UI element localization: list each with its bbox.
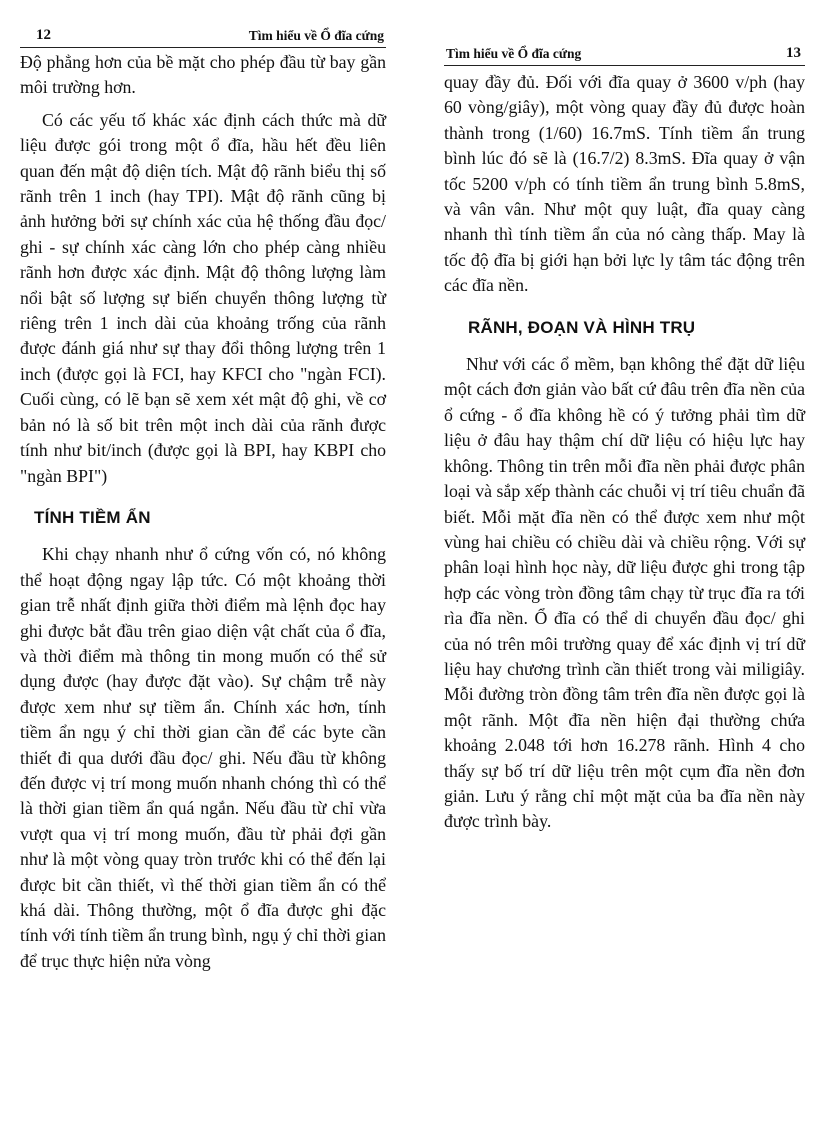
page-header [20, 20, 386, 48]
paragraph: Như với các ổ mềm, bạn không thể đặt dữ liệu một cách đơn giản vào bất cứ đâu trên đĩa nền của ổ cứng - ổ đĩa không hề có ý tưởng phải tìm dữ liệu ở đâu hay thậm chí dữ liệu có hiệu lực hay không. Thông tin trên mỗi đĩa nền phải được phân loại và sắp xếp thành các chuỗi vị trí tiêu chuẩn đã biết. Mỗi mặt đĩa nền có thể được xem như một vùng hai chiều có chiều dài và chiều rộng. Với sự phân loại hình học này, dữ liệu được ghi trong tập hợp các vòng tròn đồng tâm chạy từ trục đĩa ra tới rìa đĩa nền. Ổ đĩa có thể di chuyển đầu đọc/ ghi của nó trên môi trường quay để xác định vị trí dữ liệu hay chương trình cần thiết trong vài miligiây. Mỗi đường tròn đồng tâm trên đĩa nền được gọi là một rãnh. Một đĩa nền hiện đại thường chứa khoảng 2.048 tới hơn 16.278 rãnh. Hình 4 cho thấy sự bố trí dữ liệu trên một cụm đĩa nền đơn giản. Lưu ý rằng chỉ một mặt của ba đĩa nền này được trình bày. [444, 354, 805, 832]
running-title: Tìm hiểu về Ổ đĩa cứng [248, 28, 384, 43]
page-body [444, 70, 805, 835]
paragraph: quay đầy đủ. Đối với đĩa quay ở 3600 v/ph (hay 60 vòng/giây), một vòng quay đầy đủ được hoàn thành trong (1/60) 16.7mS. Tính tiềm ẩn trung bình lúc đó sẽ là (16.7/2) 8.3mS. Đĩa quay ở vận tốc 5200 v/ph có tính tiềm ẩn trung bình 5.8mS, và vân vân. Như một quy luật, đĩa quay càng nhanh thì tính tiềm ẩn của nó càng thấp. May là tốc độ đĩa bị giới hạn bởi lực ly tâm tác động trên các đĩa nền. [444, 72, 805, 296]
section-heading: RÃNH, ĐOẠN VÀ HÌNH TRỤ [468, 317, 696, 337]
right-page [444, 0, 805, 835]
section-heading: TÍNH TIỀM ẨN [34, 507, 151, 527]
paragraph: Có các yếu tố khác xác định cách thức mà dữ liệu được gói trong một ổ đĩa, hầu hết đều liên quan đến mật độ diện tích. Mật độ rãnh biểu thị số rãnh trên 1 inch (hay TPI). Mật độ rãnh cũng bị ảnh hưởng bởi sự chính xác của hệ thống đầu đọc/ ghi - sự chính xác càng lớn cho phép càng nhiều rãnh hơn được xác định. Mật độ thông lượng làm nổi bật số lượng sự biến chuyển thông lượng từ riêng trên 1 inch dài của khoảng trống của rãnh được đánh giá như sự thay đổi thông lượng trên 1 inch (được gọi là FCI, hay KFCI cho "ngàn FCI). Cuối cùng, có lẽ bạn sẽ xem xét mật độ ghi, về cơ bản nó là số bit trên một inch dài của rãnh được tính như bit/inch (được gọi là BPI, hay KBPI cho "ngàn BPI") [20, 109, 386, 486]
page-header [444, 38, 805, 66]
page-body [20, 50, 386, 974]
page-number: 12 [36, 27, 51, 43]
running-title: Tìm hiểu về Ổ đĩa cứng [446, 46, 582, 61]
left-page [20, 0, 386, 974]
paragraph: Khi chạy nhanh như ổ cứng vốn có, nó không thể hoạt động ngay lập tức. Có một khoảng thời gian trễ nhất định giữa thời điểm mà lệnh đọc hay ghi được bắt đầu trên giao diện vật chất của ổ đĩa, và thời điểm mà thông tin mong muốn có thể sử dụng được (hay được đặt vào). Sự chậm trễ này được xem như sự tiềm ẩn. Chính xác hơn, tính tiềm ẩn ngụ ý chỉ thời gian cần để các byte cần thiết đi qua dưới đầu đọc/ ghi. Nếu đầu từ không đến được vị trí mong muốn nhanh chóng thì có thể là thời gian tiềm ẩn quá ngắn. Nếu đầu từ chỉ vừa vượt qua vị trí mong muốn, đầu từ phải đợi gần như là một vòng quay tròn trước khi có thể đến lại được bit cần thiết, vì thế thời gian tiềm ẩn có thể khá dài. Thông thường, một ổ đĩa được ghi đặc tính với tính tiềm ẩn trung bình, ngụ ý chỉ thời gian để trục thực hiện nửa vòng [20, 544, 386, 971]
paragraph: Độ phẳng hơn của bề mặt cho phép đầu từ bay gần môi trường hơn. [20, 52, 386, 98]
page-number: 13 [786, 45, 801, 61]
